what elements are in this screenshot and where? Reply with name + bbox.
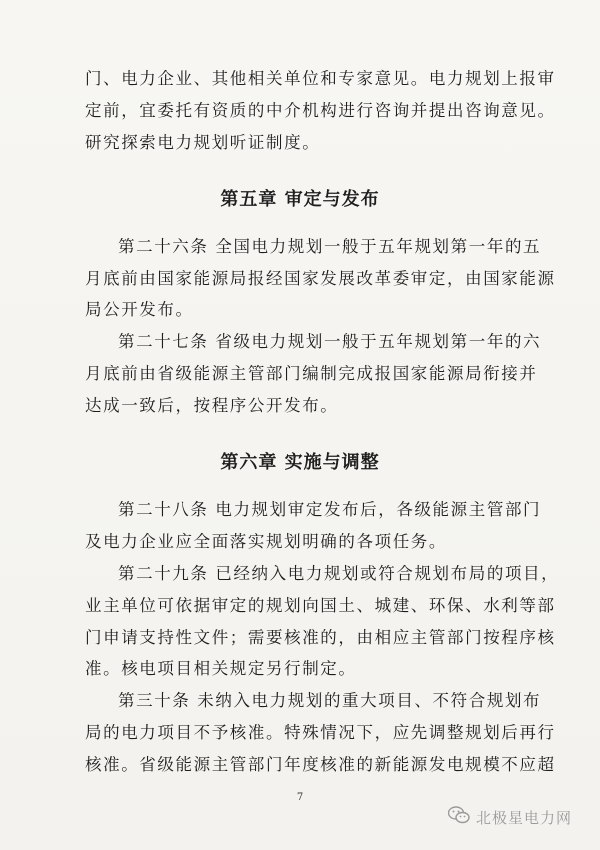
chapter-heading: 第六章 实施与调整 (220, 452, 380, 473)
wechat-icon (448, 806, 476, 828)
article-line: 第三十条 未纳入电力规划的重大项目、不符合规划布 (118, 691, 542, 710)
chapter-heading: 第五章 审定与发布 (220, 189, 380, 210)
watermark (448, 806, 572, 828)
text-line: 门、电力企业、其他相关单位和专家意见。电力规划上报审 (85, 69, 556, 88)
article-line: 达成一致后，按程序公开发布。 (85, 396, 339, 415)
article-line: 第二十八条 电力规划审定发布后，各级能源主管部门 (118, 500, 542, 519)
article-line: 核准。省级能源主管部门年度核准的新能源发电规模不应超 (85, 755, 556, 774)
article-line: 及电力企业应全面落实规划明确的各项任务。 (85, 532, 447, 551)
text-line: 定前，宜委托有资质的中介机构进行咨询并提出咨询意见。 (85, 101, 556, 120)
page-number: 7 (296, 792, 304, 803)
article-line: 月底前由省级能源主管部门编制完成报国家能源局衔接并 (85, 364, 538, 383)
text-line: 研究探索电力规划听证制度。 (85, 133, 321, 152)
article-line: 月底前由国家能源局报经国家发展改革委审定，由国家能源 (85, 269, 556, 288)
article-line: 门申请支持性文件；需要核准的，由相应主管部门按程序核 (85, 628, 556, 647)
article-line: 局的电力项目不予核准。特殊情况下，应先调整规划后再行 (85, 723, 556, 742)
article-line: 局公开发布。 (85, 300, 194, 319)
article-line: 第二十六条 全国电力规划一般于五年规划第一年的五 (118, 237, 542, 256)
article-line: 第二十七条 省级电力规划一般于五年规划第一年的六 (118, 332, 542, 351)
article-line: 准。核电项目相关规定另行制定。 (85, 659, 357, 678)
article-line: 业主单位可依据审定的规划向国土、城建、环保、水利等部 (85, 596, 556, 615)
article-line: 第二十九条 已经纳入电力规划或符合规划布局的项目， (118, 564, 560, 583)
watermark-text: 北极星电力网 (475, 808, 572, 827)
